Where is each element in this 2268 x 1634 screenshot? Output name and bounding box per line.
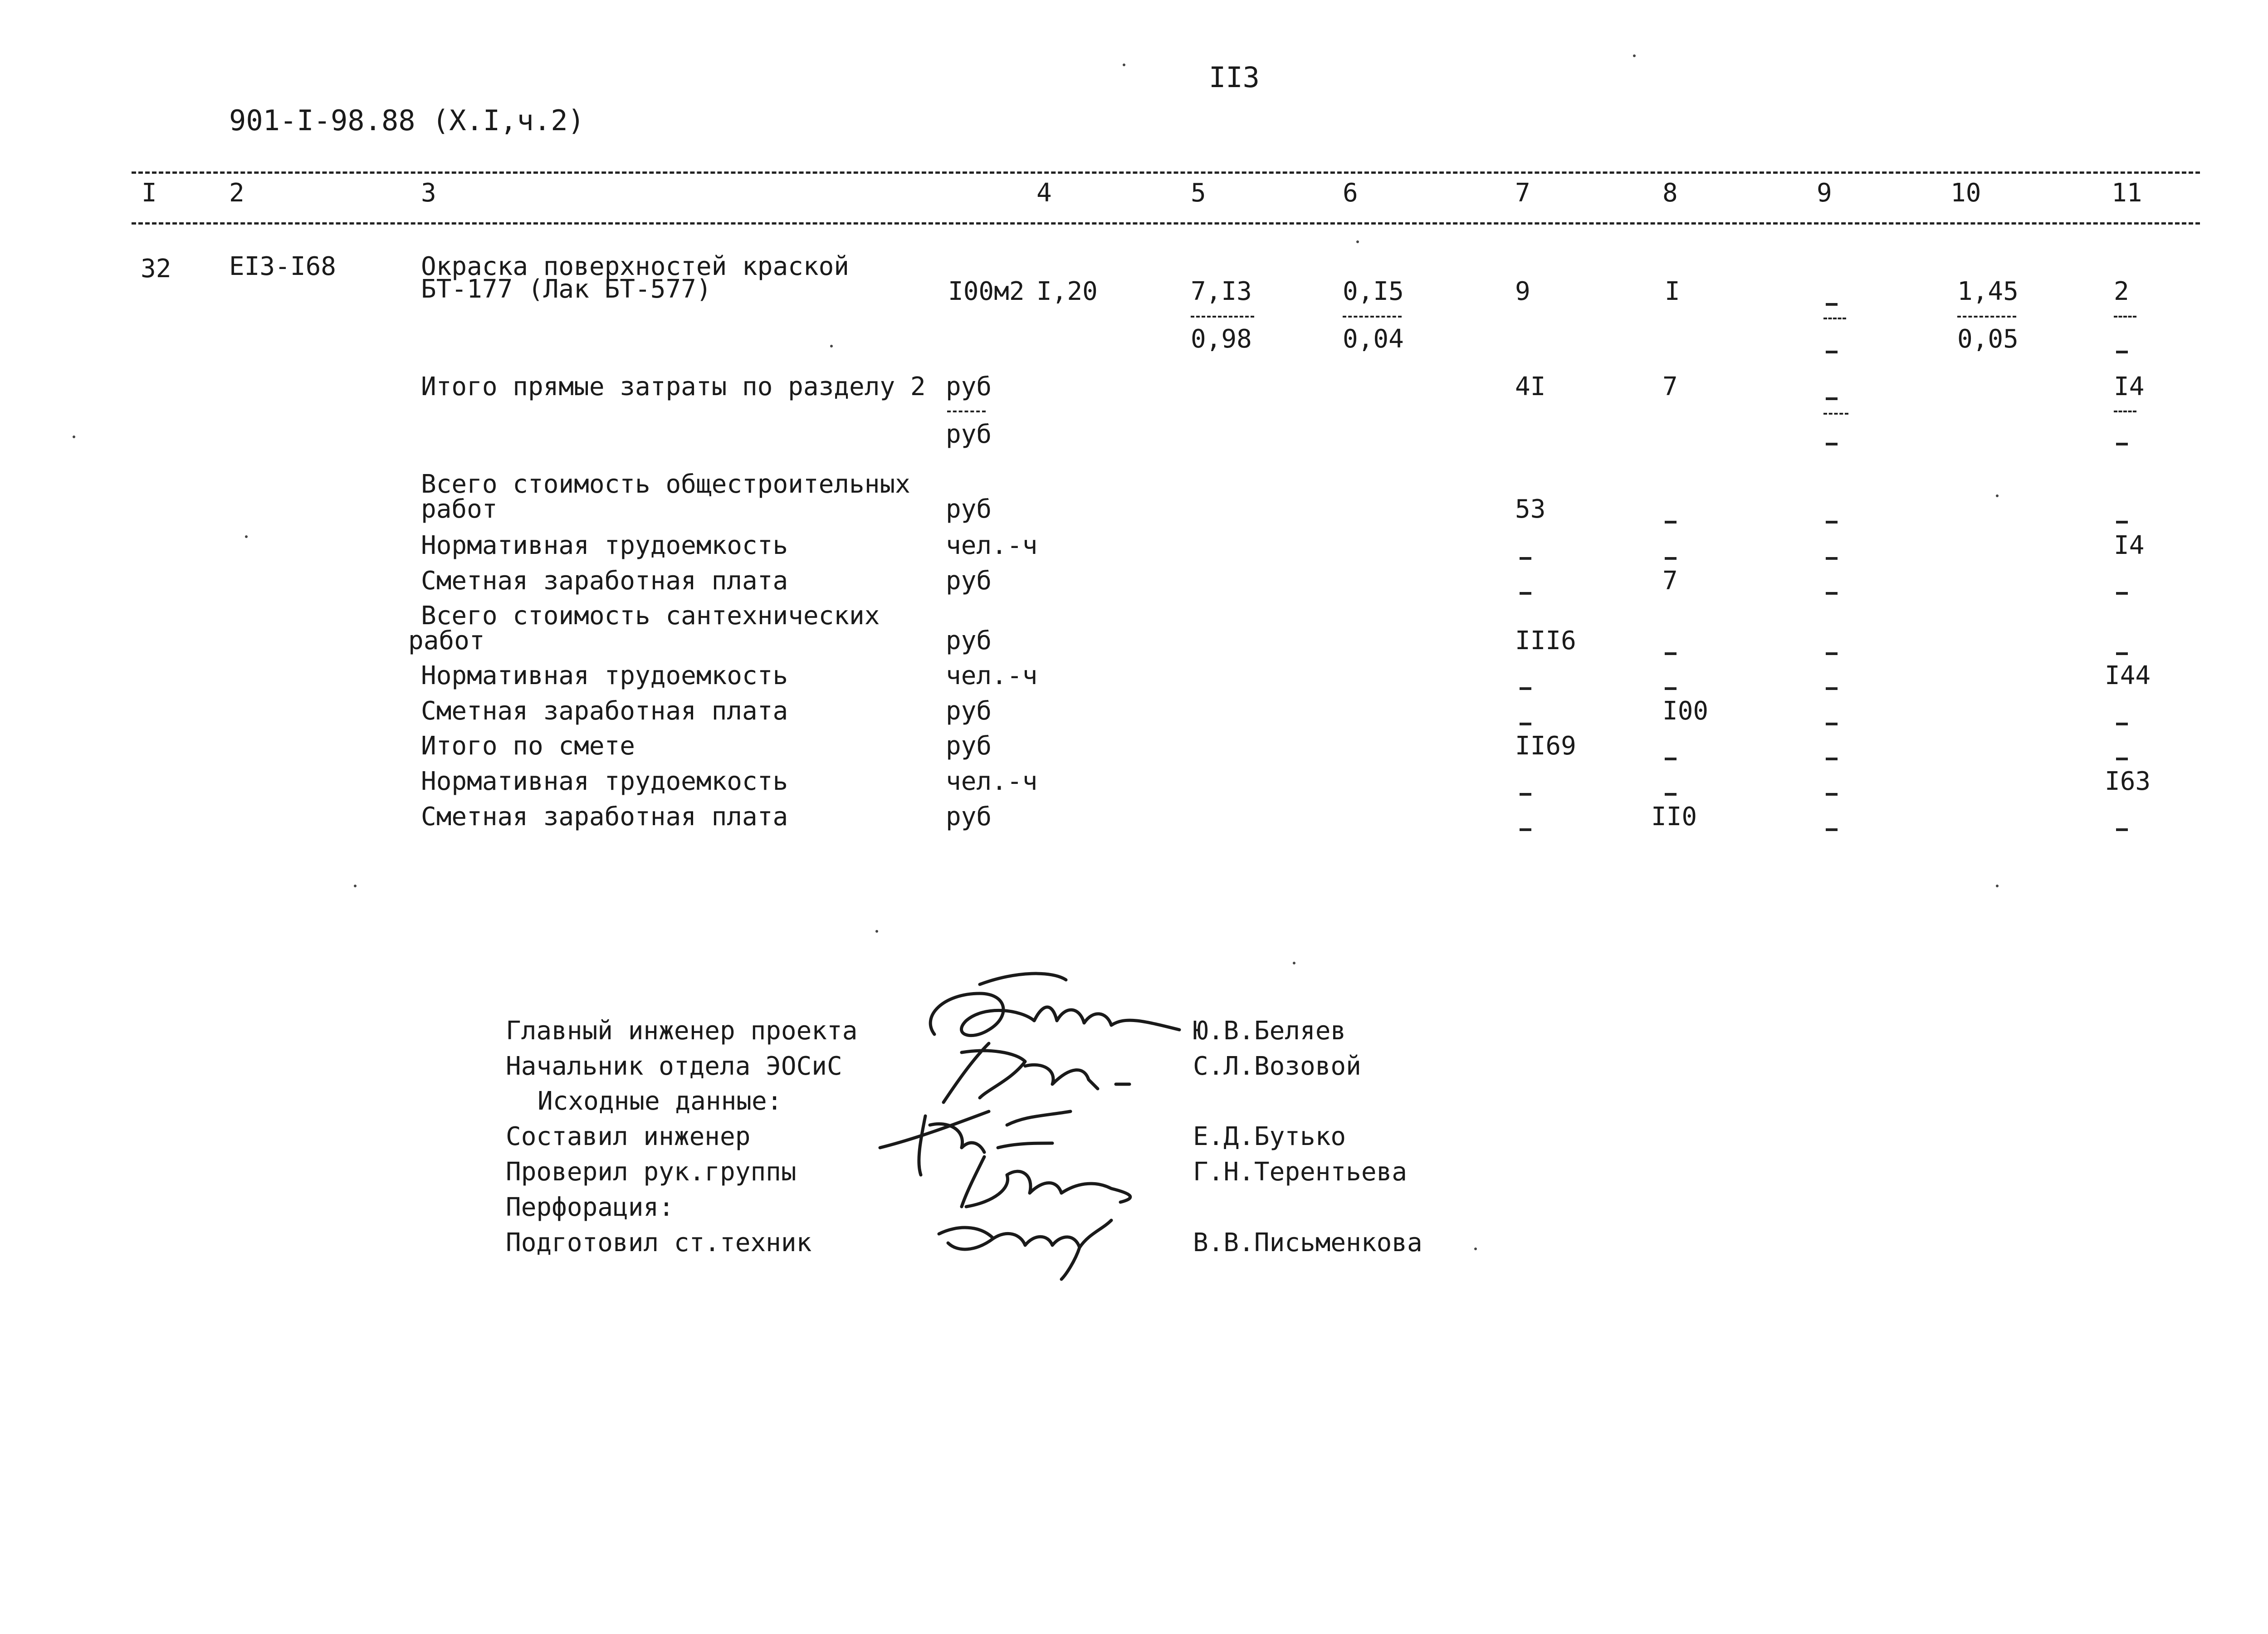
signer-name: Е.Д.Бутько bbox=[1193, 1122, 1346, 1151]
dash-mark bbox=[1826, 385, 1838, 410]
dash-mark bbox=[1826, 710, 1838, 735]
page-number: II3 bbox=[1209, 61, 1260, 94]
dash-mark bbox=[1520, 816, 1531, 841]
work-name-line2: БТ-177 (Лак БТ-577) bbox=[421, 274, 712, 304]
summary-label: работ bbox=[408, 626, 485, 656]
summary-label: Всего стоимость общестроительных bbox=[421, 470, 910, 499]
col-header-3: 3 bbox=[421, 178, 436, 208]
col-header-1: I bbox=[142, 178, 157, 208]
unit: руб bbox=[946, 420, 992, 449]
work-name-line1: Окраска поверхностей краской bbox=[421, 252, 850, 281]
header-bottom-rule bbox=[132, 222, 2200, 225]
dash-mark bbox=[1826, 780, 1838, 806]
noise-speck bbox=[1356, 240, 1359, 243]
fraction-line bbox=[2114, 316, 2136, 318]
unit: руб bbox=[946, 731, 992, 761]
fraction-line bbox=[1343, 316, 1402, 318]
value-col8: 7 bbox=[1662, 566, 1678, 596]
dash-mark bbox=[1520, 780, 1531, 806]
value-col11: I63 bbox=[2105, 767, 2151, 796]
wage-cost: I bbox=[1665, 277, 1680, 306]
col-header-8: 8 bbox=[1662, 178, 1678, 208]
operation-cost-top: 0,I5 bbox=[1343, 277, 1404, 306]
signer-role: Составил инженер bbox=[506, 1122, 751, 1151]
signer-role: Подготовил ст.техник bbox=[506, 1228, 812, 1257]
col-header-9: 9 bbox=[1817, 178, 1832, 208]
col-header-11: 11 bbox=[2112, 178, 2142, 208]
noise-speck bbox=[1996, 494, 1999, 497]
labor-top: 1,45 bbox=[1957, 277, 2019, 306]
summary-label: Нормативная трудоемкость bbox=[421, 531, 788, 560]
unit: руб bbox=[946, 566, 992, 596]
total-cost: 9 bbox=[1515, 277, 1530, 306]
summary-label: Сметная заработная плата bbox=[421, 802, 788, 832]
noise-speck bbox=[830, 345, 833, 347]
dash-mark bbox=[1826, 430, 1838, 455]
dash-mark bbox=[1826, 338, 1838, 363]
noise-speck bbox=[1633, 54, 1636, 57]
header-top-rule bbox=[132, 171, 2200, 174]
dash-mark bbox=[2116, 508, 2128, 533]
signer-name: С.Л.Возовой bbox=[1193, 1052, 1361, 1081]
signer-name: В.В.Письменкова bbox=[1193, 1228, 1422, 1257]
value-col7: 53 bbox=[1515, 494, 1546, 524]
value-col8: I00 bbox=[1662, 696, 1709, 726]
unit-cost-bottom: 0,98 bbox=[1191, 324, 1252, 354]
dash-mark bbox=[1826, 675, 1838, 700]
col-header-7: 7 bbox=[1515, 178, 1530, 208]
summary-label: Сметная заработная плата bbox=[421, 696, 788, 726]
summary-label: Сметная заработная плата bbox=[421, 566, 788, 596]
noise-speck bbox=[1996, 885, 1999, 887]
value-col11: I44 bbox=[2105, 661, 2151, 690]
dash-mark bbox=[2116, 430, 2128, 455]
summary-label: Итого по смете bbox=[421, 731, 635, 761]
section-heading: Исходные данные: bbox=[538, 1086, 782, 1116]
value-col8: 7 bbox=[1662, 372, 1678, 401]
noise-speck bbox=[73, 435, 75, 438]
col-header-6: 6 bbox=[1343, 178, 1358, 208]
value-col7: 4I bbox=[1515, 372, 1546, 401]
row-number: 32 bbox=[141, 254, 171, 284]
dash-mark bbox=[2116, 710, 2128, 735]
fraction-line bbox=[1957, 316, 2016, 318]
rate-code: EI3-I68 bbox=[229, 252, 337, 281]
dash-mark bbox=[1826, 640, 1838, 665]
fraction-line bbox=[1191, 316, 1254, 318]
col-header-10: 10 bbox=[1950, 178, 1981, 208]
unit: руб bbox=[946, 802, 992, 832]
col-header-5: 5 bbox=[1191, 178, 1206, 208]
noise-speck bbox=[1293, 962, 1295, 964]
dash-mark bbox=[1520, 675, 1531, 700]
signer-role: Проверил рук.группы bbox=[506, 1157, 797, 1187]
labor-total: 2 bbox=[2114, 277, 2129, 306]
fraction-line bbox=[2114, 411, 2136, 412]
dash-mark bbox=[1826, 579, 1838, 605]
operation-cost-bottom: 0,04 bbox=[1343, 324, 1404, 354]
signer-role: Главный инженер проекта bbox=[506, 1016, 858, 1046]
section-heading: Перфорация: bbox=[506, 1193, 674, 1222]
dash-mark bbox=[2116, 816, 2128, 841]
labor-bottom: 0,05 bbox=[1957, 324, 2019, 354]
unit: чел.-ч bbox=[946, 767, 1038, 796]
fraction-line bbox=[1823, 318, 1846, 319]
dash-mark bbox=[1665, 508, 1677, 533]
summary-label: Итого прямые затраты по разделу 2 bbox=[421, 372, 926, 401]
col-header-2: 2 bbox=[229, 178, 244, 208]
document-code: 901-I-98.88 (X.I,ч.2) bbox=[229, 104, 585, 137]
noise-speck bbox=[354, 885, 357, 887]
unit: чел.-ч bbox=[946, 531, 1038, 560]
dash-mark bbox=[2116, 579, 2128, 605]
noise-speck bbox=[1474, 1248, 1477, 1250]
value-col8: II0 bbox=[1651, 802, 1697, 832]
signer-role: Начальник отдела ЭОСиС bbox=[506, 1052, 842, 1081]
fraction-line bbox=[947, 411, 986, 412]
dash-mark bbox=[1826, 508, 1838, 533]
noise-speck bbox=[1123, 64, 1125, 66]
value-col11: I4 bbox=[2114, 531, 2145, 560]
quantity: I,20 bbox=[1036, 277, 1098, 306]
col-header-4: 4 bbox=[1036, 178, 1052, 208]
unit-cost-top: 7,I3 bbox=[1191, 277, 1252, 306]
unit: руб bbox=[946, 696, 992, 726]
dash-mark bbox=[1826, 816, 1838, 841]
value-col11: I4 bbox=[2114, 372, 2145, 401]
summary-label: Всего стоимость сантехнических bbox=[421, 601, 880, 631]
unit: руб bbox=[946, 494, 992, 524]
value-col7: II69 bbox=[1515, 731, 1576, 761]
signer-name: Г.Н.Терентьева bbox=[1193, 1157, 1408, 1187]
value-col7: III6 bbox=[1515, 626, 1576, 656]
signature-icon bbox=[930, 1207, 1120, 1281]
noise-speck bbox=[245, 535, 248, 538]
summary-label: работ bbox=[421, 494, 498, 524]
dash-mark bbox=[1665, 745, 1677, 770]
dash-mark bbox=[1826, 745, 1838, 770]
summary-label: Нормативная трудоемкость bbox=[421, 767, 788, 796]
dash-mark bbox=[1665, 640, 1677, 665]
noise-speck bbox=[875, 930, 878, 933]
dash-mark bbox=[1826, 544, 1838, 570]
dash-mark bbox=[1826, 290, 1838, 316]
unit: чел.-ч bbox=[946, 661, 1038, 690]
unit: I00м2 bbox=[948, 277, 1025, 306]
unit: руб bbox=[946, 626, 992, 656]
dash-mark bbox=[2116, 338, 2128, 363]
summary-label: Нормативная трудоемкость bbox=[421, 661, 788, 690]
fraction-line bbox=[1823, 413, 1848, 415]
dash-mark bbox=[1520, 544, 1531, 570]
dash-mark bbox=[1520, 579, 1531, 605]
signer-name: Ю.В.Беляев bbox=[1193, 1016, 1346, 1046]
unit: руб bbox=[946, 372, 992, 401]
